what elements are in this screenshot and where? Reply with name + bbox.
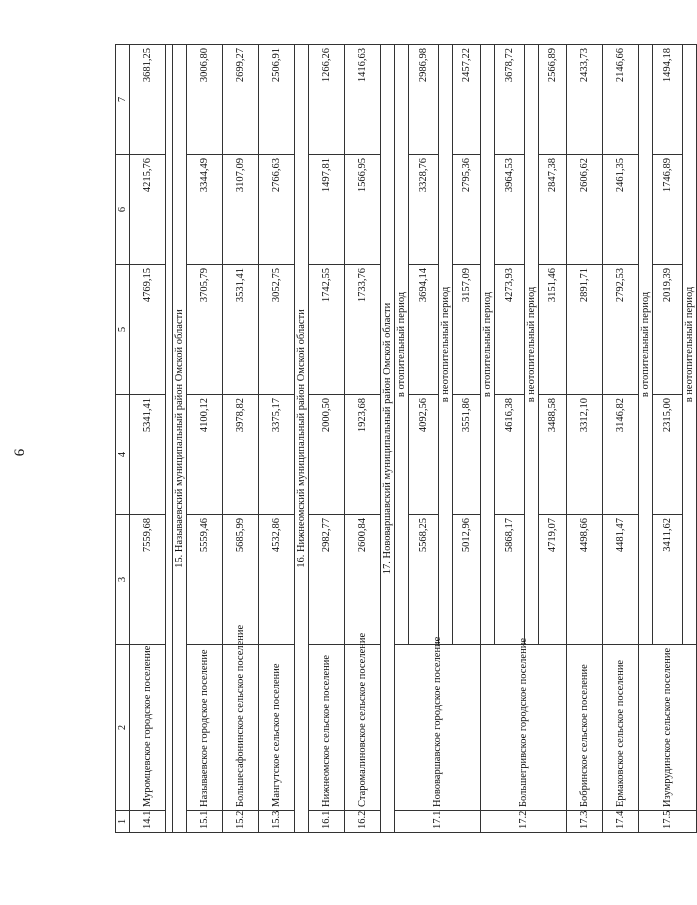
- value-cell: 2792,53: [603, 265, 639, 395]
- value-cell: 4616,38: [495, 395, 525, 515]
- value-cell: 3052,75: [259, 265, 295, 395]
- value-cell: 2146,66: [603, 45, 639, 155]
- settlement-name: Большегривское городское поселение: [481, 645, 567, 811]
- value-cell: 1746,89: [653, 155, 683, 265]
- value-cell: 3964,53: [495, 155, 525, 265]
- value-cell: 4532,86: [259, 515, 295, 645]
- value-cell: 3146,82: [603, 395, 639, 515]
- value-cell: 3411,62: [653, 515, 683, 645]
- value-cell: 2457,22: [453, 45, 481, 155]
- period-label: в отопительный период: [481, 45, 495, 645]
- value-cell: 4215,76: [130, 155, 166, 265]
- spacer-cell: [166, 45, 173, 833]
- row-number: 14.1: [130, 811, 166, 833]
- value-cell: 2699,27: [223, 45, 259, 155]
- value-cell: 3157,09: [453, 265, 481, 395]
- column-header: 4: [116, 395, 130, 515]
- value-cell: 3151,46: [539, 265, 567, 395]
- value-cell: 1497,81: [309, 155, 345, 265]
- value-cell: 3705,79: [187, 265, 223, 395]
- settlement-name: Муромцевское городское поселение: [130, 645, 166, 811]
- value-cell: 3107,09: [223, 155, 259, 265]
- value-cell: 2566,89: [539, 45, 567, 155]
- column-header: 7: [116, 45, 130, 155]
- value-cell: 1742,55: [309, 265, 345, 395]
- period-label: в неотопительный период: [439, 45, 453, 645]
- value-cell: 4273,93: [495, 265, 525, 395]
- row-number: 15.1: [187, 811, 223, 833]
- value-cell: 2000,50: [309, 395, 345, 515]
- value-cell: 2891,71: [567, 265, 603, 395]
- value-cell: 4719,07: [539, 515, 567, 645]
- table-row: [345, 45, 381, 833]
- value-cell: 1494,18: [653, 45, 683, 155]
- value-cell: 3488,58: [539, 395, 567, 515]
- value-cell: 4769,15: [130, 265, 166, 395]
- value-cell: 4498,66: [567, 515, 603, 645]
- table-row: [567, 45, 603, 833]
- settlement-name: Называевское городское поселение: [187, 645, 223, 811]
- section-row: [295, 45, 309, 833]
- value-cell: 7559,68: [130, 515, 166, 645]
- settlement-name: Старомалиновское сельское поселение: [345, 645, 381, 811]
- value-cell: 1733,76: [345, 265, 381, 395]
- table-row: [223, 45, 259, 833]
- period-label: в неотопительный период: [525, 45, 539, 645]
- tariff-table: [115, 44, 697, 833]
- settlement-name: Изумрудинское сельское поселение: [639, 645, 697, 811]
- value-cell: 4481,47: [603, 515, 639, 645]
- value-cell: 2847,38: [539, 155, 567, 265]
- value-cell: 3531,41: [223, 265, 259, 395]
- value-cell: 5568,25: [409, 515, 439, 645]
- value-cell: 2982,77: [309, 515, 345, 645]
- period-label: в отопительный период: [395, 45, 409, 645]
- table-body: [116, 45, 697, 833]
- value-cell: 4100,12: [187, 395, 223, 515]
- row-number: 17.5: [639, 811, 697, 833]
- value-cell: 5341,41: [130, 395, 166, 515]
- value-cell: 3375,17: [259, 395, 295, 515]
- section-row: [173, 45, 187, 833]
- column-header: 5: [116, 265, 130, 395]
- value-cell: 2600,84: [345, 515, 381, 645]
- value-cell: 2766,63: [259, 155, 295, 265]
- value-cell: 1416,63: [345, 45, 381, 155]
- row-number: 15.3: [259, 811, 295, 833]
- table-row: [259, 45, 295, 833]
- period-label: в неотопительный период: [683, 45, 697, 645]
- settlement-name: Большесафонинское сельское поселение: [223, 645, 259, 811]
- column-header: 6: [116, 155, 130, 265]
- table-row: [309, 45, 345, 833]
- column-header: 1: [116, 811, 130, 833]
- value-cell: 3312,10: [567, 395, 603, 515]
- settlement-name: Ермаковское сельское поселение: [603, 645, 639, 811]
- row-number: 17.1: [395, 811, 481, 833]
- value-cell: 2986,98: [409, 45, 439, 155]
- period-label: в отопительный период: [639, 45, 653, 645]
- table-row: [130, 45, 166, 833]
- table-row: [603, 45, 639, 833]
- value-cell: 3694,14: [409, 265, 439, 395]
- settlement-name: Нововаршавское городское поселение: [395, 645, 481, 811]
- section-title: 15. Называевский муниципальный район Омской области: [173, 45, 187, 833]
- column-header: 3: [116, 515, 130, 645]
- row-number: 16.2: [345, 811, 381, 833]
- value-cell: 3344,49: [187, 155, 223, 265]
- row-number: 17.2: [481, 811, 567, 833]
- table-row: [187, 45, 223, 833]
- section-title: 16. Нижнеомский муниципальный район Омской области: [295, 45, 309, 833]
- settlement-name: Мангутское сельское поселение: [259, 645, 295, 811]
- value-cell: 3551,86: [453, 395, 481, 515]
- table-row: [481, 45, 495, 833]
- column-header: 2: [116, 645, 130, 811]
- value-cell: 5012,96: [453, 515, 481, 645]
- table-row: [395, 45, 409, 833]
- row-number: 16.1: [309, 811, 345, 833]
- value-cell: 3328,76: [409, 155, 439, 265]
- value-cell: 3678,72: [495, 45, 525, 155]
- value-cell: 5868,17: [495, 515, 525, 645]
- table-row: [639, 45, 653, 833]
- value-cell: 4092,56: [409, 395, 439, 515]
- value-cell: 3006,80: [187, 45, 223, 155]
- settlement-name: Нижнеомское сельское поселение: [309, 645, 345, 811]
- value-cell: 2506,91: [259, 45, 295, 155]
- value-cell: 1266,26: [309, 45, 345, 155]
- value-cell: 2019,39: [653, 265, 683, 395]
- value-cell: 3681,25: [130, 45, 166, 155]
- value-cell: 2315,00: [653, 395, 683, 515]
- row-number: 17.4: [603, 811, 639, 833]
- value-cell: 2606,62: [567, 155, 603, 265]
- settlement-name: Бобринское сельское поселение: [567, 645, 603, 811]
- value-cell: 2795,36: [453, 155, 481, 265]
- value-cell: 2461,35: [603, 155, 639, 265]
- spacer-row: [166, 45, 173, 833]
- value-cell: 5559,46: [187, 515, 223, 645]
- section-row: [381, 45, 395, 833]
- header-row: [116, 45, 130, 833]
- page-number: 9: [10, 448, 27, 457]
- value-cell: 5685,99: [223, 515, 259, 645]
- value-cell: 1923,68: [345, 395, 381, 515]
- value-cell: 1566,95: [345, 155, 381, 265]
- section-title: 17. Нововаршавский муниципальный район Омской области: [381, 45, 395, 833]
- rotated-page: [115, 45, 695, 833]
- row-number: 15.2: [223, 811, 259, 833]
- row-number: 17.3: [567, 811, 603, 833]
- value-cell: 3978,82: [223, 395, 259, 515]
- value-cell: 2433,73: [567, 45, 603, 155]
